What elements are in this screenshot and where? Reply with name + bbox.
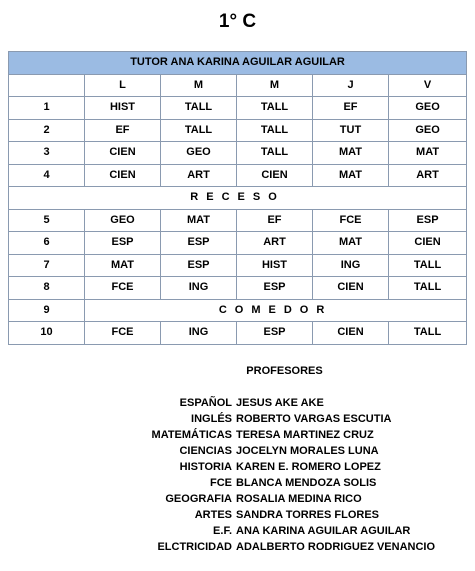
- period-row: [9, 299, 467, 322]
- subject-cell: ING: [161, 277, 237, 300]
- profesor-subject: GEOGRAFIA: [165, 493, 232, 505]
- subject-cell: CIEN: [85, 142, 161, 165]
- subject-cell: ESP: [237, 322, 313, 345]
- period-number: 3: [9, 142, 85, 165]
- profesor-row: [0, 427, 475, 443]
- profesor-row: [0, 475, 475, 491]
- subject-cell: ART: [237, 232, 313, 255]
- profesor-name: ROBERTO VARGAS ESCUTIA: [236, 413, 392, 425]
- subject-cell: MAT: [161, 209, 237, 232]
- subject-cell: GEO: [389, 97, 467, 120]
- subject-cell: ESP: [389, 209, 467, 232]
- subject-cell: CIEN: [85, 164, 161, 187]
- profesor-name: JOCELYN MORALES LUNA: [236, 445, 379, 457]
- subject-cell: HIST: [85, 97, 161, 120]
- profesor-name: KAREN E. ROMERO LOPEZ: [236, 461, 381, 473]
- profesor-row: [0, 411, 475, 427]
- profesor-row: [0, 395, 475, 411]
- profesor-subject: ESPAÑOL: [179, 397, 232, 409]
- profesor-subject: HISTORIA: [179, 461, 232, 473]
- subject-cell: TALL: [389, 254, 467, 277]
- break-row: [9, 187, 467, 210]
- break-label: RECESO: [9, 187, 467, 210]
- profesor-name: JESUS AKE AKE: [236, 397, 324, 409]
- subject-cell: FCE: [85, 277, 161, 300]
- period-row: [9, 97, 467, 120]
- profesor-name: TERESA MARTINEZ CRUZ: [236, 429, 374, 441]
- subject-cell: CIEN: [313, 277, 389, 300]
- tutor-row: [9, 52, 467, 75]
- subject-cell: HIST: [237, 254, 313, 277]
- period-row: [9, 164, 467, 187]
- profesor-subject: ARTES: [194, 509, 232, 521]
- corner-cell: [9, 74, 85, 97]
- profesor-name: ANA KARINA AGUILAR AGUILAR: [236, 525, 411, 537]
- subject-cell: TALL: [237, 119, 313, 142]
- profesor-subject: MATEMÁTICAS: [151, 429, 232, 441]
- profesor-subject: ELCTRICIDAD: [157, 541, 232, 553]
- subject-cell: TALL: [389, 322, 467, 345]
- period-row: [9, 254, 467, 277]
- period-row: [9, 142, 467, 165]
- profesor-subject: CIENCIAS: [179, 445, 232, 457]
- schedule-table: [8, 51, 467, 345]
- day-header-row: [9, 74, 467, 97]
- profesor-row: [0, 539, 475, 555]
- subject-cell: CIEN: [389, 232, 467, 255]
- subject-cell: ART: [161, 164, 237, 187]
- subject-cell: EF: [313, 97, 389, 120]
- subject-cell: ESP: [161, 254, 237, 277]
- subject-cell: MAT: [313, 164, 389, 187]
- period-row: [9, 232, 467, 255]
- period-row: [9, 209, 467, 232]
- period-number: 6: [9, 232, 85, 255]
- profesor-row: [0, 491, 475, 507]
- period-row: [9, 277, 467, 300]
- period-row: [9, 119, 467, 142]
- subject-cell: FCE: [85, 322, 161, 345]
- tutor-label: TUTOR ANA KARINA AGUILAR AGUILAR: [9, 52, 467, 75]
- period-number: 10: [9, 322, 85, 345]
- subject-cell: MAT: [313, 232, 389, 255]
- period-number: 4: [9, 164, 85, 187]
- profesor-name: ROSALIA MEDINA RICO: [236, 493, 362, 505]
- comedor-label: COMEDOR: [85, 299, 467, 322]
- period-number: 7: [9, 254, 85, 277]
- day-header: V: [389, 74, 467, 97]
- subject-cell: ESP: [85, 232, 161, 255]
- subject-cell: ING: [313, 254, 389, 277]
- subject-cell: GEO: [389, 119, 467, 142]
- day-header: M: [237, 74, 313, 97]
- subject-cell: TALL: [161, 119, 237, 142]
- day-header: J: [313, 74, 389, 97]
- subject-cell: ESP: [161, 232, 237, 255]
- period-number: 2: [9, 119, 85, 142]
- profesor-row: [0, 507, 475, 523]
- subject-cell: GEO: [85, 209, 161, 232]
- subject-cell: MAT: [85, 254, 161, 277]
- subject-cell: ESP: [237, 277, 313, 300]
- subject-cell: EF: [237, 209, 313, 232]
- profesores-title: PROFESORES: [246, 365, 323, 377]
- profesor-subject: INGLÉS: [191, 413, 232, 425]
- profesor-subject: FCE: [210, 477, 232, 489]
- subject-cell: ING: [161, 322, 237, 345]
- profesor-name: ADALBERTO RODRIGUEZ VENANCIO: [236, 541, 436, 553]
- profesor-row: [0, 523, 475, 539]
- subject-cell: CIEN: [237, 164, 313, 187]
- period-number: 5: [9, 209, 85, 232]
- subject-cell: FCE: [313, 209, 389, 232]
- profesor-subject: E.F.: [213, 525, 232, 537]
- period-row: [9, 322, 467, 345]
- period-number: 8: [9, 277, 85, 300]
- subject-cell: TALL: [237, 97, 313, 120]
- subject-cell: CIEN: [313, 322, 389, 345]
- subject-cell: TALL: [389, 277, 467, 300]
- subject-cell: GEO: [161, 142, 237, 165]
- subject-cell: MAT: [313, 142, 389, 165]
- day-header: M: [161, 74, 237, 97]
- profesor-name: BLANCA MENDOZA SOLIS: [236, 477, 377, 489]
- profesor-row: [0, 459, 475, 475]
- day-header: L: [85, 74, 161, 97]
- profesor-name: SANDRA TORRES FLORES: [236, 509, 380, 521]
- subject-cell: ART: [389, 164, 467, 187]
- period-number: 9: [9, 299, 85, 322]
- profesores-list: [0, 395, 475, 555]
- subject-cell: EF: [85, 119, 161, 142]
- subject-cell: TALL: [161, 97, 237, 120]
- page-title: 1° C: [218, 11, 257, 32]
- period-number: 1: [9, 97, 85, 120]
- subject-cell: TALL: [237, 142, 313, 165]
- subject-cell: MAT: [389, 142, 467, 165]
- profesor-row: [0, 443, 475, 459]
- subject-cell: TUT: [313, 119, 389, 142]
